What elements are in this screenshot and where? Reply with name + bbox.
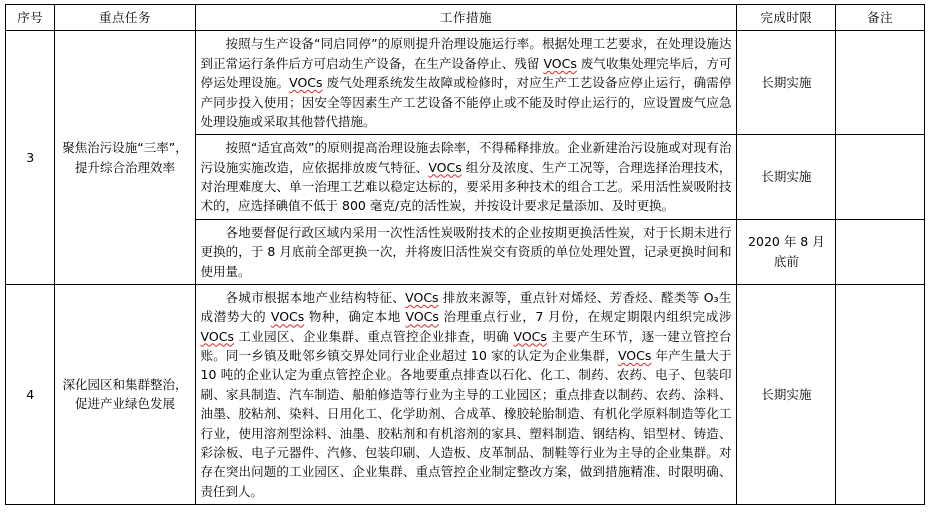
row-number: 4 [6,284,55,504]
table-row [6,284,925,504]
measure-text: 各城市根据本地产业结构特征、VOCs 排放来源等，重点针对烯烃、芳香烃、醛类等 O₃生成潜势大的 VOCs 物种，确定本地 VOCs 治理重点行业，7 月份，在规定期限内组织完成涉 VOCs 工业园区、企业集群、重点管控企业排查，明确 VOCs 主要产生环节，逐一建立管控台账。同一乡镇及毗邻乡镇交界处同行业企业超过 10 家的认定为企业集群，VOCs 年产生量大于 10 吨的企业认定为重点管控企业。各地要重点排查以石化、化工、制药、农药、电子、包装印刷、家具制造、汽车制造、船舶修造等行业为主导的工业园区；重点排查以制药、农药、涂料、油墨、胶粘剂、染料、日用化工、化学助剂、合成革、橡胶轮胎制造、有机化学原料制造等化工行业，使用溶剂型涂料、油墨、胶粘剂和有机溶剂的家具、塑料制造、钢结构、铝型材、铸造、彩涂板、电子元器件、汽修、包装印刷、人造板、皮革制品、制鞋等行业为主导的企业集群。对存在突出问题的工业园区、企业集群、重点管控企业制定整改方案，做到措施精准、时限明确、责任到人。 [200,289,732,499]
table-header [6,5,925,31]
table-row [6,31,925,135]
row-remark [836,135,925,220]
header-deadline: 完成时限 [737,5,836,31]
row-number: 3 [6,31,55,285]
measure-text: 各地要督促行政区域内采用一次性活性炭吸附技术的企业按期更换活性炭，对于长期未进行更换的，于 8 月底前全部更换一次，并将废旧活性炭交有资质的单位处理处置，记录更换时间和使用量。 [200,224,732,279]
work-measures-table [5,4,925,505]
table-header-row [6,5,925,31]
row-measure [195,284,737,504]
row-deadline: 长期实施 [737,31,836,135]
row-task: 深化园区和集群整治，促进产业绿色发展 [55,284,195,504]
measure-text: 按照与生产设备“同启同停”的原则提升治理设施运行率。根据处理工艺要求，在处理设施达到正常运行条件后方可启动生产设备，在生产设备停止、残留 VOCs 废气收集处理完毕后，方可停运处理设施。VOCs 废气处理系统发生故障或检修时，对应生产工艺设备应停止运行，确需停产同步投入使用；因安全等因素生产工艺设备不能停止或不能及时停止运行的，应设置废气应急处理设施或采取其他替代措施。 [200,36,732,129]
header-measure: 工作措施 [195,5,737,31]
row-measure [195,219,737,284]
header-task: 重点任务 [55,5,195,31]
row-deadline: 2020 年 8 月底前 [737,219,836,284]
row-measure [195,31,737,135]
row-measure [195,135,737,220]
measure-text: 按照“适宜高效”的原则提高治理设施去除率，不得稀释排放。企业新建治污设施或对现有治污设施实施改造，应依据排放废气特征、VOCs 组分及浓度、生产工况等，合理选择治理技术，对治理难度大、单一治理工艺难以稳定达标的，要采用多种技术的组合工艺。采用活性炭吸附技术的，应选择碘值不低于 800 毫克/克的活性炭，并按设计要求足量添加、及时更换。 [200,140,732,214]
row-remark [836,284,925,504]
header-remark: 备注 [836,5,925,31]
row-deadline: 长期实施 [737,135,836,220]
row-remark [836,219,925,284]
header-no: 序号 [6,5,55,31]
row-deadline: 长期实施 [737,284,836,504]
row-remark [836,31,925,135]
table-body [6,31,925,505]
row-task: 聚焦治污设施“三率”，提升综合治理效率 [55,31,195,285]
